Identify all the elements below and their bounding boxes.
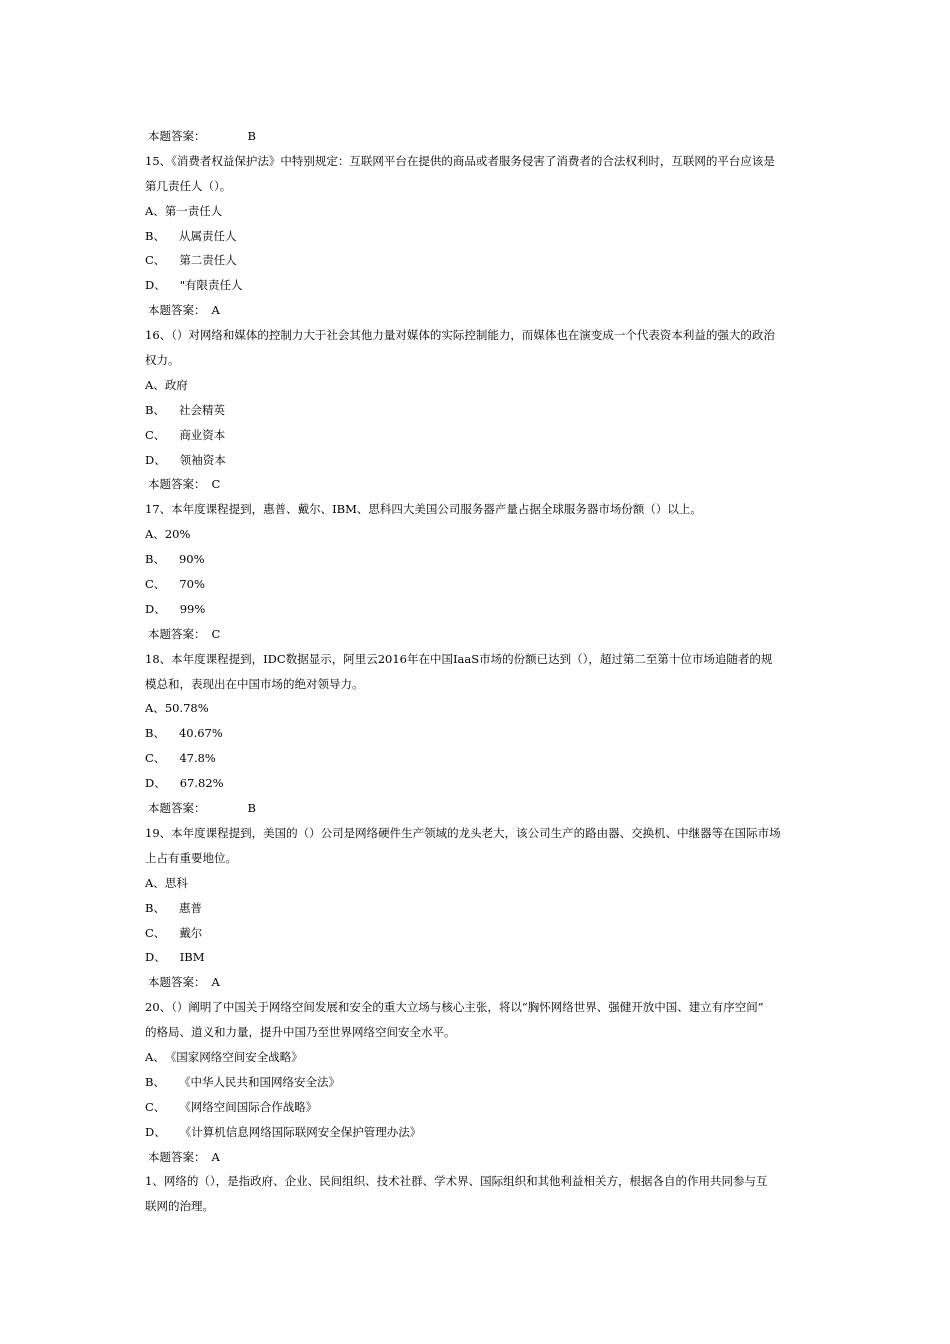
question-text: 上占有重要地位。 bbox=[145, 850, 237, 865]
option-text: 70% bbox=[179, 577, 205, 592]
option-letter: D、 bbox=[145, 1124, 166, 1139]
option-text: 67.82% bbox=[179, 776, 224, 791]
answer-line bbox=[145, 124, 810, 149]
answer-value: B bbox=[247, 129, 256, 143]
option-text: 商业资本 bbox=[179, 427, 226, 442]
answer-label: 本题答案： bbox=[148, 626, 206, 641]
option-text: 社会精英 bbox=[178, 402, 225, 417]
answer-value: B bbox=[247, 801, 256, 816]
option-text: 90% bbox=[178, 552, 205, 567]
option-letter: A、 bbox=[145, 1049, 165, 1064]
option-text: 领袖资本 bbox=[179, 452, 226, 467]
answer-label: 本题答案： bbox=[148, 477, 206, 492]
answer-option bbox=[145, 945, 810, 970]
answer-line bbox=[145, 796, 810, 821]
option-letter: B、 bbox=[145, 726, 165, 741]
option-letter: D、 bbox=[145, 278, 166, 293]
answer-option bbox=[145, 373, 810, 398]
answer-option bbox=[145, 199, 810, 224]
question-text: 15、《消费者权益保护法》中特别规定：互联网平台在提供的商品或者服务侵害了消费者的合法权利时，互联网的平台应该是 bbox=[145, 153, 775, 168]
option-letter: C、 bbox=[145, 1099, 166, 1114]
answer-value: A bbox=[211, 1149, 220, 1164]
answer-label: 本题答案： bbox=[148, 975, 206, 990]
question-text: 16、（）对网络和媒体的控制力大于社会其他力量对媒体的实际控制能力，而媒体也在演变成一个代表资本利益的强大的政治 bbox=[145, 328, 775, 343]
answer-option bbox=[145, 921, 810, 946]
answer-label: 本题答案： bbox=[148, 129, 206, 143]
option-letter: D、 bbox=[145, 776, 166, 791]
option-letter: C、 bbox=[145, 427, 166, 442]
option-text: 20% bbox=[164, 527, 191, 542]
option-text: 第二责任人 bbox=[179, 253, 237, 268]
answer-value: C bbox=[211, 626, 221, 641]
option-text: 《网络空间国际合作战略》 bbox=[179, 1099, 318, 1114]
answer-option bbox=[145, 771, 810, 796]
answer-option bbox=[145, 696, 810, 721]
answer-line bbox=[145, 472, 810, 497]
answer-option bbox=[145, 1070, 810, 1095]
option-letter: B、 bbox=[145, 402, 165, 417]
answer-option bbox=[145, 224, 810, 249]
option-letter: B、 bbox=[145, 900, 165, 915]
answer-value: C bbox=[211, 477, 221, 492]
option-letter: C、 bbox=[145, 751, 166, 766]
answer-option bbox=[145, 597, 810, 622]
option-letter: B、 bbox=[145, 228, 165, 243]
option-letter: C、 bbox=[145, 925, 166, 940]
option-text: 思科 bbox=[164, 875, 188, 890]
option-letter: A、 bbox=[145, 701, 165, 716]
option-text: IBM bbox=[179, 950, 205, 965]
answer-option bbox=[145, 547, 810, 572]
option-letter: D、 bbox=[145, 950, 166, 965]
answer-option bbox=[145, 746, 810, 771]
option-letter: C、 bbox=[145, 577, 166, 592]
question-text: 1、网络的（），是指政府、企业、民间组织、技术社群、学术界、国际组织和其他利益相关方，根据各自的作用共同参与互 bbox=[145, 1174, 768, 1189]
question-list bbox=[145, 124, 810, 1219]
answer-label: 本题答案： bbox=[148, 303, 206, 318]
answer-value: A bbox=[211, 975, 220, 990]
option-letter: A、 bbox=[145, 203, 165, 218]
answer-line bbox=[145, 970, 810, 995]
question-text: 19、本年度课程提到，美国的（）公司是网络硬件生产领域的龙头老大，该公司生产的路由器、交换机、中继器等在国际市场 bbox=[145, 825, 781, 840]
option-text: 第一责任人 bbox=[164, 203, 223, 218]
option-letter: A、 bbox=[145, 875, 165, 890]
question-text: 联网的治理。 bbox=[145, 1199, 214, 1214]
option-letter: D、 bbox=[145, 452, 166, 467]
option-letter: B、 bbox=[145, 552, 165, 567]
answer-line bbox=[145, 622, 810, 647]
option-text: 《国家网络空间安全战略》 bbox=[164, 1049, 303, 1064]
option-letter: A、 bbox=[145, 527, 165, 542]
option-text: 戴尔 bbox=[179, 925, 203, 940]
question-text: 第几责任人（）。 bbox=[145, 178, 232, 193]
question-text: 的格局、道义和力量，提升中国乃至世界网络空间安全水平。 bbox=[145, 1025, 456, 1040]
option-text: 政府 bbox=[164, 377, 188, 392]
answer-option bbox=[145, 721, 810, 746]
option-text: 《计算机信息网络国际联网安全保护管理办法》 bbox=[179, 1124, 422, 1139]
question-text: 权力。 bbox=[145, 353, 180, 368]
answer-option bbox=[145, 423, 810, 448]
option-letter: A、 bbox=[145, 377, 165, 392]
option-text: 从属责任人 bbox=[178, 228, 237, 243]
answer-option bbox=[145, 248, 810, 273]
answer-option bbox=[145, 1045, 810, 1070]
option-letter: C、 bbox=[145, 253, 166, 268]
question-text: 20、（）阐明了中国关于网络空间发展和安全的重大立场与核心主张，将以“胸怀网络世界、强健开放中国、建立有序空间” bbox=[145, 1000, 764, 1015]
answer-option bbox=[145, 273, 810, 298]
option-letter: D、 bbox=[145, 601, 166, 616]
answer-value: A bbox=[211, 303, 220, 318]
answer-option bbox=[145, 572, 810, 597]
option-text: 47.8% bbox=[179, 751, 216, 766]
question-text: 模总和，表现出在中国市场的绝对领导力。 bbox=[145, 676, 364, 691]
answer-option bbox=[145, 448, 810, 473]
answer-option bbox=[145, 871, 810, 896]
answer-label: 本题答案： bbox=[148, 1149, 206, 1164]
answer-option bbox=[145, 522, 810, 547]
answer-label: 本题答案： bbox=[148, 801, 206, 816]
question-text: 18、本年度课程提到，IDC数据显示，阿里云2016年在中国IaaS市场的份额已达到（），超过第二至第十位市场追随者的规 bbox=[145, 651, 773, 666]
option-text: "有限责任人 bbox=[179, 278, 243, 293]
option-letter: B、 bbox=[145, 1074, 165, 1089]
option-text: 惠普 bbox=[178, 900, 202, 915]
answer-option bbox=[145, 896, 810, 921]
answer-line bbox=[145, 1145, 810, 1170]
answer-option bbox=[145, 1120, 810, 1145]
answer-option bbox=[145, 1095, 810, 1120]
question-text: 17、本年度课程提到，惠普、戴尔、IBM、思科四大美国公司服务器产量占据全球服务器市场份额（）以上。 bbox=[145, 502, 702, 517]
answer-option bbox=[145, 398, 810, 423]
option-text: 40.67% bbox=[178, 726, 223, 741]
option-text: 《中华人民共和国网络安全法》 bbox=[178, 1074, 340, 1089]
option-text: 50.78% bbox=[164, 701, 209, 716]
option-text: 99% bbox=[179, 601, 206, 616]
answer-line bbox=[145, 298, 810, 323]
